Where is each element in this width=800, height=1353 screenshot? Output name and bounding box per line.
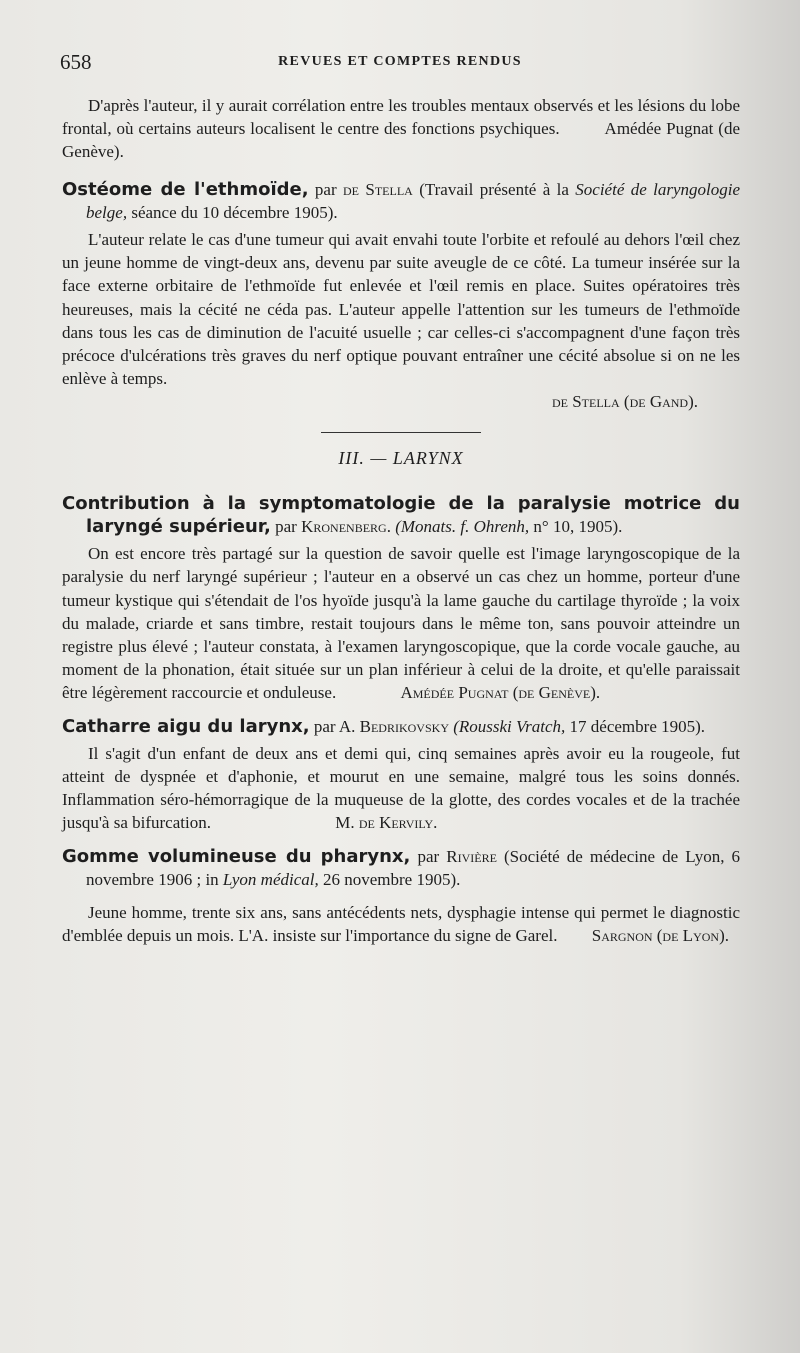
entry-title: Ostéome de l'ethmoïde, <box>62 178 309 200</box>
entry-author: Kronenberg. <box>301 517 391 537</box>
entry-source-date: séance du 10 décembre 1905). <box>131 202 338 222</box>
entry-source: (Société de médecine de Lyon, 6 novembre 1906 ; in <box>86 846 741 889</box>
entry-source-journal: Société de laryngologie belge, <box>86 179 741 222</box>
entry-body <box>62 542 740 704</box>
entry-title: Contribution à la symptomatologie de la paralysie motrice du laryngé supérieur, <box>62 492 740 538</box>
signature: Amédée Pugnat (de Genève). <box>62 119 740 162</box>
entry-title: Catharre aigu du larynx, <box>62 715 310 737</box>
entry-body-text: On est encore très partagé sur la question de savoir quelle est l'image laryngoscopique de la paralysie du nerf laryngé supérieur ; l'auteur en a observé un cas chez un homme, porteur d'une tumeur kystique qui s'étendait de l'os hyoïde jusqu'à la lame gauche du cartilage thyroïde ; la voix du malade, criarde et sans timbre, restait toujours dans le même ton, sans pouvoir atteindre un registre plus élevé ; l'auteur constata, à l'examen laryngoscopique, que la corde vocale gauche, au moment de la phonation, était située sur un plan inférieur à celui de la droite, et qu'elle paraissait être légèrement raccourcie et onduleuse. <box>62 544 740 703</box>
entry-author: de Stella <box>343 179 413 199</box>
entry-title-line <box>62 492 740 538</box>
entry-source-journal: (Rousski Vratch, <box>453 716 566 736</box>
entry-source-date: 26 novembre 1905). <box>322 869 461 889</box>
entry-source-journal: Lyon médical, <box>222 869 319 889</box>
body-text <box>62 94 740 948</box>
section-title: III. — LARYNX <box>338 447 464 468</box>
review-entry-riviere <box>62 845 740 948</box>
entry-by: par A. <box>313 716 356 736</box>
entry-author: Rivière <box>446 846 497 866</box>
entry-source-journal: (Monats. f. Ohrenh, <box>395 517 530 537</box>
entry-source-date: n° 10, 1905). <box>533 517 623 537</box>
paragraph-intro <box>62 94 740 164</box>
entry-by: par <box>275 517 297 537</box>
entry-body-text: Il s'agit d'un enfant de deux ans et demi qui, cinq semaines après avoir eu la rougeole, fut atteint de dyspnée et d'aphonie, et mourut en une semaine, malgré tous les soins donnés. Inflammation séro-hémorragique de la muqueuse de la glotte, des cordes vocales et de la trachée jusqu'à sa bifurcation. <box>62 743 740 833</box>
signature: de Stella (de Gand). <box>551 392 698 412</box>
signature: Amédée Pugnat (de Genève). <box>400 683 601 703</box>
review-entry-osteome <box>62 178 740 414</box>
page-number: 658 <box>60 50 92 74</box>
entry-body: L'auteur relate le cas d'une tumeur qui avait envahi toute l'orbite et refoulé au dehors l'œil chez un jeune homme de vingt-deux ans, devenu par suite aveugle de ce côté. La tumeur insérée sur la face externe orbitaire de l'ethmoïde fut enlevée et l'œil remis en place. Suites opératoires très heureuses, mais la cécité ne céda pas. L'auteur appelle l'attention sur les tumeurs de l'ethmoïde dans tous les cas de diminution de l'acuité usuelle ; car celles-ci s'accompagnent d'une façon très précoce d'ulcérations très graves du nerf optique pouvant entraîner une cécité absolue si on ne les enlève à temps. <box>62 230 740 389</box>
entry-body <box>62 901 740 947</box>
entry-title-line <box>62 178 740 224</box>
entry-source-date: 17 décembre 1905). <box>569 716 706 736</box>
signature: M. de Kervily. <box>335 813 438 833</box>
entry-title-line <box>62 845 740 891</box>
running-head <box>60 50 740 80</box>
entry-body-text: Jeune homme, trente six ans, sans antécédents nets, dysphagie intense qui permet le diagnostic d'emblée depuis un mois. L'A. insiste sur l'importance du signe de Garel. <box>62 903 740 946</box>
review-entry-bedrikovsky <box>62 715 740 835</box>
signature: Sargnon (de Lyon). <box>591 926 729 946</box>
paragraph-text: D'après l'auteur, il y aurait corrélation entre les troubles mentaux observés et les lésions du lobe frontal, où certains auteurs localisent le centre des fonctions psychiques. <box>62 96 740 139</box>
running-title: REVUES ET COMPTES RENDUS <box>278 54 522 69</box>
entry-title: Gomme volumineuse du pharynx, <box>62 845 411 867</box>
section-divider <box>321 432 481 433</box>
entry-author: Bedrikovsky <box>359 716 449 736</box>
entry-by: par <box>417 846 440 866</box>
entry-by: par <box>314 179 337 199</box>
entry-body <box>62 742 740 835</box>
entry-signature <box>62 390 740 413</box>
entry-title-line <box>62 715 740 738</box>
review-entry-kronenberg <box>62 492 740 705</box>
entry-source: (Travail présenté à la <box>419 179 569 199</box>
